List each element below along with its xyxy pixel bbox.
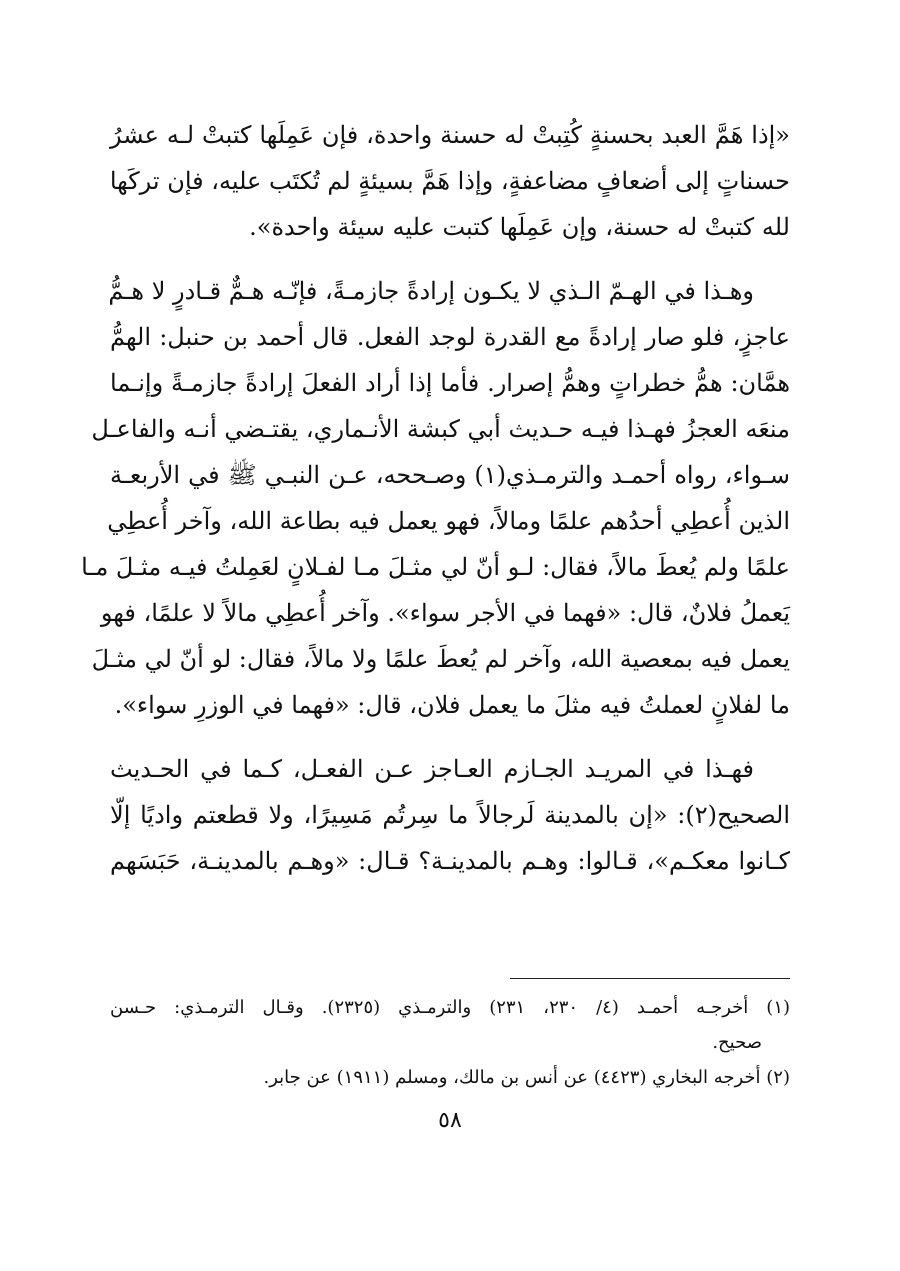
paragraph-resolve: [81, 268, 790, 728]
text-line: ما لفلانٍ لعملتُ فيه مثلَ ما يعمل فلان، قال: «فهما في الوزرِ سواء».: [114, 691, 790, 719]
footnotes: [110, 990, 790, 1095]
main-text: [81, 112, 790, 902]
footnote-2: [110, 1060, 790, 1095]
text-line: يعمل فيه بمعصية الله، وآخر لم يُعطَ علمًا ولا مالاً، فقال: لو أنّ لي مثـلَ: [91, 645, 790, 673]
page-number: ٥٨: [438, 1108, 462, 1133]
text-line: منعَه العجزُ فهـذا فيـه حـديث أبي كبشة الأنـماري، يقتـضي أنـه والفاعـل: [91, 415, 790, 443]
text-line: حسناتٍ إلى أضعافٍ مضاعفةٍ، وإذا هَمَّ بسيئةٍ لم تُكتَب عليه، فإن تركَها: [109, 167, 790, 195]
text-line: همَّان: همُّ خطراتٍ وهمُّ إصرار. فأما إذا أراد الفعلَ إرادةً جازمـةً وإنـما: [110, 369, 790, 397]
text-line: عاجزٍ، فلو صار إرادةً مع القدرة لوجد الفعل. قال أحمد بن حنبل: الهمُّ: [110, 323, 790, 351]
text-line: سـواء، رواه أحمـد والترمـذي(١) وصـححه، عـن النبـي ﷺ في الأربعـة: [110, 461, 790, 489]
paragraph-hadith: [110, 112, 790, 250]
paragraph-medina: [110, 746, 790, 884]
text-line: الصحيح(٢): «إن بالمدينة لَرجالاً ما سِرتُم مَسِيرًا، ولا قطعتم واديًا إلّا: [110, 801, 790, 829]
footnote-divider: [510, 978, 790, 979]
text-line: علمًا ولم يُعطَ مالاً، فقال: لـو أنّ لي مثـلَ مـا لفـلانٍ لعَمِلتُ فيـه مثـلَ مـا: [81, 553, 790, 581]
text-line: يَعملُ فلانٌ، قال: «فهما في الأجر سواء». وآخر أُعطِي مالاً لا علمًا، فهو: [100, 599, 790, 627]
text-line: فهـذا في المريـد الجـازم العـاجز عـن الفعـل، كـما في الحـديث: [110, 755, 754, 783]
footnote-line: صحيح.: [712, 1032, 762, 1053]
footnote-line: (٢) أخرجه البخاري (٤٤٢٣) عن أنس بن مالك، ومسلم (١٩١١) عن جابر.: [263, 1067, 790, 1088]
footnote-1: [110, 990, 790, 1060]
text-line: كـانوا معكـم»، قـالوا: وهـم بالمدينـة؟ قـال: «وهـم بالمدينـة، حَبَسَهم: [110, 847, 790, 875]
text-line: وهـذا في الهـمّ الـذي لا يكـون إرادةً جازمـةً، فإنّـه هـمٌّ قـادرٍ لا هـمُّ: [108, 277, 754, 305]
text-line: الذين أُعطِي أحدُهم علمًا ومالاً، فهو يعمل فيه بطاعة الله، وآخر أُعطِي: [107, 507, 790, 535]
text-line: لله كتبتْ له حسنة، وإن عَمِلَها كتبت عليه سيئة واحدة».: [249, 213, 790, 241]
text-line: «إذا هَمَّ العبد بحسنةٍ كُتِبتْ له حسنة واحدة، فإن عَمِلَها كتبتْ لـه عشرُ: [110, 121, 790, 149]
footnote-line: (١) أخرجـه أحمـد (٤/ ٢٣٠، ٢٣١) والترمـذي (٢٣٢٥). وقـال الترمـذي: حـسن: [110, 997, 791, 1018]
